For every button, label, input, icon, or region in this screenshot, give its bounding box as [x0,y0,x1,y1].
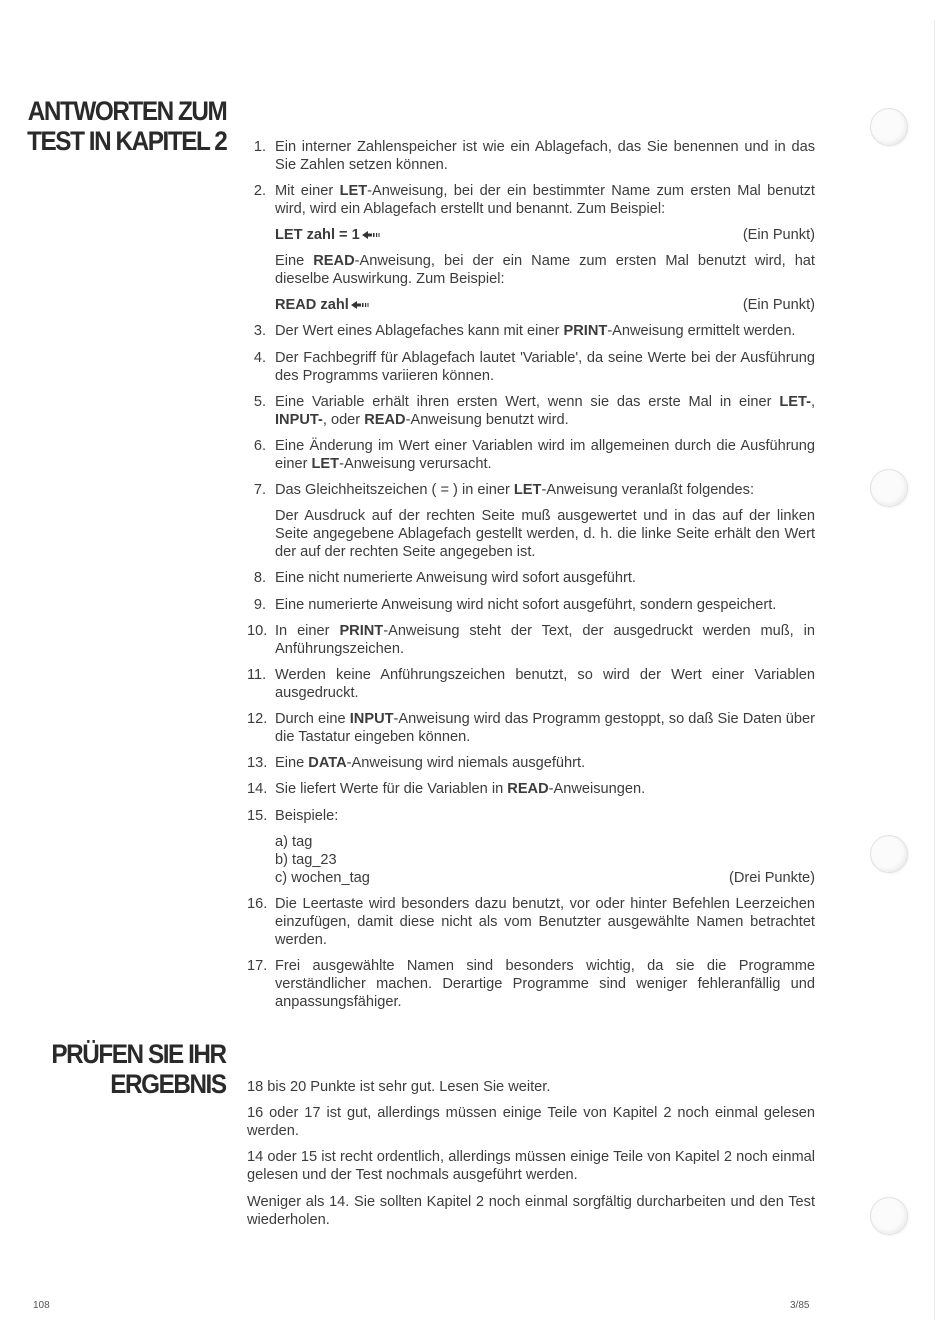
keyword: INPUT- [275,411,323,428]
list-item [247,393,815,429]
item-number: 4. [253,349,266,366]
text-run: Das Gleichheitszeichen ( = ) in einer [275,482,510,499]
item-number: 2. [253,183,266,200]
item-number: 8. [253,570,266,587]
text-run: -Anweisung, bei der ein bestimmter Name zum ersten Mal benutzt wird, wird ein Ablagefach erstellt und benannt. Zum Beispiel: [275,183,815,218]
binder-hole [870,108,908,146]
points-label: (Ein Punkt) [742,297,815,314]
list-item [247,780,815,798]
keyword: PRINT [339,622,384,639]
item-text: Frei ausgewählte Namen sind besonders wichtig, da sie die Programme verständlicher machen. Derartige Programme sind weniger fehleranfällig und anpassungsfähiger. [275,958,815,1010]
edition-date: 3/85 [790,1300,810,1311]
item-text: Eine numerierte Anweisung wird nicht sofort ausgeführt, sondern gespeichert. [275,596,777,613]
item-number: 12. [247,711,268,728]
text-run: Eine [275,253,305,270]
example-c: c) wochen_tag [275,869,370,886]
example-b: b) tag_23 [275,851,337,868]
text-run: Eine Variable erhält ihren ersten Wert, wenn sie das erste Mal in einer [275,393,772,410]
item-number: 14. [247,781,268,798]
section-title-results [52,1039,226,1099]
item-text [275,481,815,499]
binder-hole [870,469,908,507]
keyword: READ [364,411,406,428]
item-text: Der Fachbegriff für Ablagefach lautet 'Variable', da seine Werte bei der Ausführung des Programms variieren können. [275,349,815,384]
code-text: READ zahl [275,297,349,314]
list-item [247,622,815,658]
list-item [247,569,815,587]
code-text: LET zahl = 1 [275,227,360,244]
text-run: , oder [322,411,361,428]
item-number: 1. [253,139,266,155]
item-number: 6. [253,437,266,454]
list-item [247,182,815,314]
item-number: 5. [253,393,266,410]
section-title-line: ERGEBNIS [110,1069,226,1099]
keyword: LET [311,455,340,472]
item-number: 9. [253,596,266,613]
item-number: 15. [247,807,268,824]
list-item [247,895,815,949]
section-title-line: TEST IN KAPITEL 2 [26,126,226,156]
section-title-answers [27,96,226,156]
text-run: -Anweisung wird das Programm gestoppt, so daß Sie Daten über die Tastatur eingeben können. [275,711,815,746]
keyword: LET- [779,393,811,410]
list-item [247,710,815,746]
item-text: Beispiele: [275,807,339,824]
text-run: -Anweisung veranlaßt folgendes: [541,482,755,499]
list-item [247,596,815,614]
enter-key-icon [351,301,369,309]
text-run: Eine [275,755,305,772]
item-number: 10. [247,622,268,639]
answers-list [247,138,815,1019]
section-title-line: PRÜFEN SIE IHR [51,1039,226,1069]
item-number: 17. [247,958,268,974]
examples-list [275,833,815,887]
item-number: 7. [253,482,266,499]
keyword: LET [513,482,542,499]
result-paragraph: 18 bis 20 Punkte ist sehr gut. Lesen Sie weiter. [247,1079,551,1095]
binder-hole [870,835,908,873]
list-item [247,754,815,772]
points-label: (Ein Punkt) [742,227,815,244]
list-item [247,666,815,702]
list-item [247,807,815,887]
text-run: -Anweisung, bei der ein Name zum ersten Mal benutzt wird, hat dieselbe Auswirkung. Zum Beispiel: [275,253,815,288]
item-text: Die Leertaste wird besonders dazu benutzt, vor oder hinter Befehlen Leerzeichen einzufügen, damit diese nicht als vom Benutzter ausgewählte Namen betrachtet werden. [275,895,815,948]
result-paragraph: 14 oder 15 ist recht ordentlich, allerdings müssen einige Teile von Kapitel 2 noch einmal gelesen und der Test nochmals ausgeführt werden. [247,1149,815,1184]
points-label: (Drei Punkte) [729,869,815,886]
text-run: -Anweisung ermittelt werden. [607,323,796,340]
text-run: Sie liefert Werte für die Variablen in [275,781,504,798]
list-item [247,322,815,340]
code-example [275,226,815,244]
keyword: READ [313,253,355,270]
item-number: 16. [247,895,268,912]
binder-hole [870,1197,908,1235]
text-run: In einer [275,622,330,639]
item-text: Werden keine Anführungszeichen benutzt, so wird der Wert einer Variablen ausgedruckt. [275,666,815,701]
section-title-line: ANTWORTEN ZUM [27,96,226,126]
text-run: -Anweisung benutzt wird. [405,411,569,428]
keyword: INPUT [349,711,394,728]
code-example [275,296,815,314]
item-text [275,252,815,288]
list-item [247,957,815,1011]
text-run: Mit einer [275,183,334,200]
enter-key-icon [362,231,380,239]
keyword: LET [339,183,368,200]
keyword: PRINT [563,323,608,340]
item-number: 13. [247,755,268,772]
text-run: , [810,393,815,410]
page-edge [934,20,935,1320]
text-run: Der Wert eines Ablagefaches kann mit einer [275,323,560,340]
result-paragraph: 16 oder 17 ist gut, allerdings müssen einige Teile von Kapitel 2 noch einmal gelesen werden. [247,1105,815,1140]
text-run: -Anweisungen. [548,781,646,798]
example-a: a) tag [275,833,313,850]
list-item [247,138,815,174]
results-section [247,1078,815,1237]
text-run: -Anweisung verursacht. [339,455,492,472]
result-paragraph: Weniger als 14. Sie sollten Kapitel 2 noch einmal sorgfältig durcharbeiten und den Test wiederholen. [247,1193,815,1228]
page-number: 108 [33,1300,50,1311]
item-text: Eine nicht numerierte Anweisung wird sofort ausgeführt. [275,570,636,587]
keyword: READ [507,781,549,798]
item-text: Der Ausdruck auf der rechten Seite muß ausgewertet und in das auf der linken Seite angegebene Ablagefach gestellt werden, d. h. die linke Seite erhält den Wert der auf der rechten Seite angegeben ist. [275,508,815,561]
text-run: -Anweisung steht der Text, der ausgedruckt werden muß, in Anführungszeichen. [275,622,815,657]
item-number: 3. [253,323,266,340]
text-run: -Anweisung wird niemals ausgeführt. [346,755,586,772]
list-item [247,349,815,385]
item-number: 11. [247,666,267,683]
text-run: Durch eine [275,711,346,728]
list-item [247,437,815,473]
text-run: Eine Änderung im Wert einer Variablen wird im allgemeinen durch die Ausführung einer [275,437,815,472]
item-text [275,182,815,218]
item-text: Ein interner Zahlenspeicher ist wie ein Ablagefach, das Sie benennen und in das Sie Zahlen setzen können. [275,139,815,173]
keyword: DATA [308,755,347,772]
list-item [247,481,815,561]
